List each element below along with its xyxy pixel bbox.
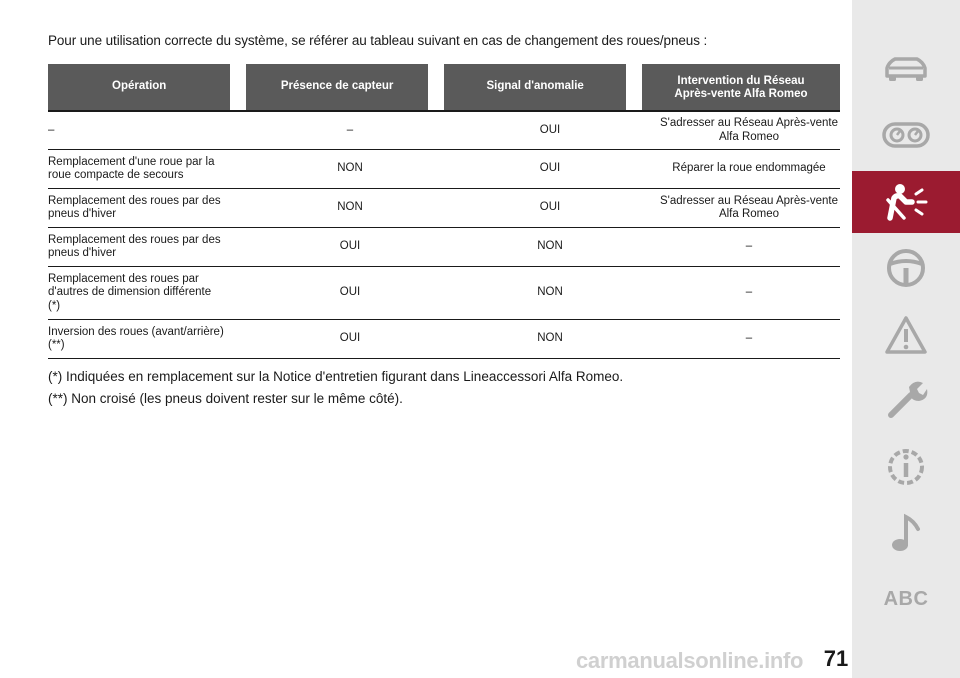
table-row [48, 150, 840, 189]
warning-triangle-icon [883, 314, 929, 356]
cell-anomaly: OUI [539, 201, 561, 214]
intro-text: Pour une utilisation correcte du système, se référer au tableau suivant en cas de changement des roues/pneus : [48, 33, 708, 48]
info-gear-icon [883, 444, 929, 490]
watermark: carmanualsonline.info [576, 648, 804, 673]
cell-operation: Remplacement d'une roue par la roue compacte de secours [48, 155, 215, 181]
cell-operation: Remplacement des roues par des pneus d'hiver [48, 233, 221, 259]
cell-intervention: S'adresser au Réseau Après-vente Alfa Romeo [660, 194, 838, 220]
table-row [48, 320, 840, 359]
document-page [48, 0, 840, 678]
car-icon [883, 54, 929, 84]
cell-sensor: OUI [339, 240, 361, 253]
sidebar-item-car[interactable] [852, 38, 960, 100]
header-intervention: Intervention du Réseau Après-vente Alfa Romeo [642, 64, 840, 110]
cell-operation: – [48, 123, 55, 136]
table-row [48, 228, 840, 267]
page-number: 71 [823, 646, 849, 671]
cell-intervention: – [745, 286, 753, 299]
tire-change-table [48, 64, 840, 359]
cell-anomaly: NON [537, 240, 563, 253]
sidebar-item-technical-data[interactable] [852, 436, 960, 498]
cell-operation: Remplacement des roues par d'autres de dimension différente (*) [48, 273, 212, 312]
cell-anomaly: NON [537, 332, 563, 345]
cell-anomaly: OUI [539, 162, 561, 175]
cell-anomaly: NON [537, 286, 563, 299]
header-sensor: Présence de capteur [246, 64, 428, 110]
cell-sensor: NON [337, 201, 363, 214]
cell-intervention: Réparer la roue endommagée [672, 162, 826, 175]
cell-sensor: NON [337, 162, 363, 175]
cell-intervention: – [745, 240, 753, 253]
header-operation: Opération [48, 64, 230, 110]
chapter-sidebar [852, 0, 960, 678]
sidebar-item-dashboard[interactable] [852, 104, 960, 166]
cell-sensor: OUI [339, 332, 361, 345]
footnote-2: (**) Non croisé (les pneus doivent rester sur le même côté). [48, 391, 403, 406]
cell-sensor: OUI [339, 286, 361, 299]
cell-anomaly: OUI [539, 123, 561, 136]
table-row [48, 189, 840, 228]
music-note-icon [888, 511, 924, 555]
header-anomaly: Signal d'anomalie [444, 64, 626, 110]
table-header [48, 64, 840, 110]
table-row [48, 267, 840, 320]
safety-airbag-icon [882, 182, 930, 222]
cell-sensor: – [346, 123, 354, 136]
sidebar-item-maintenance[interactable] [852, 369, 960, 431]
sidebar-item-index[interactable] [852, 568, 960, 630]
sidebar-item-warning[interactable] [852, 304, 960, 366]
abc-label: ABC [883, 587, 929, 610]
dashboard-gauges-icon [882, 121, 930, 149]
sidebar-item-steering[interactable] [852, 237, 960, 299]
cell-operation: Remplacement des roues par des pneus d'hiver [48, 194, 221, 220]
cell-intervention: – [745, 332, 753, 345]
wrench-icon [883, 377, 929, 423]
table-row [48, 112, 840, 150]
sidebar-item-safety[interactable] [852, 171, 960, 233]
cell-intervention: S'adresser au Réseau Après-vente Alfa Romeo [660, 117, 838, 143]
steering-wheel-icon [884, 246, 928, 290]
cell-operation: Inversion des roues (avant/arrière) (**) [48, 325, 224, 351]
sidebar-item-multimedia[interactable] [852, 502, 960, 564]
footnote-1: (*) Indiquées en remplacement sur la Notice d'entretien figurant dans Lineaccessori Alfa Romeo. [48, 369, 624, 384]
